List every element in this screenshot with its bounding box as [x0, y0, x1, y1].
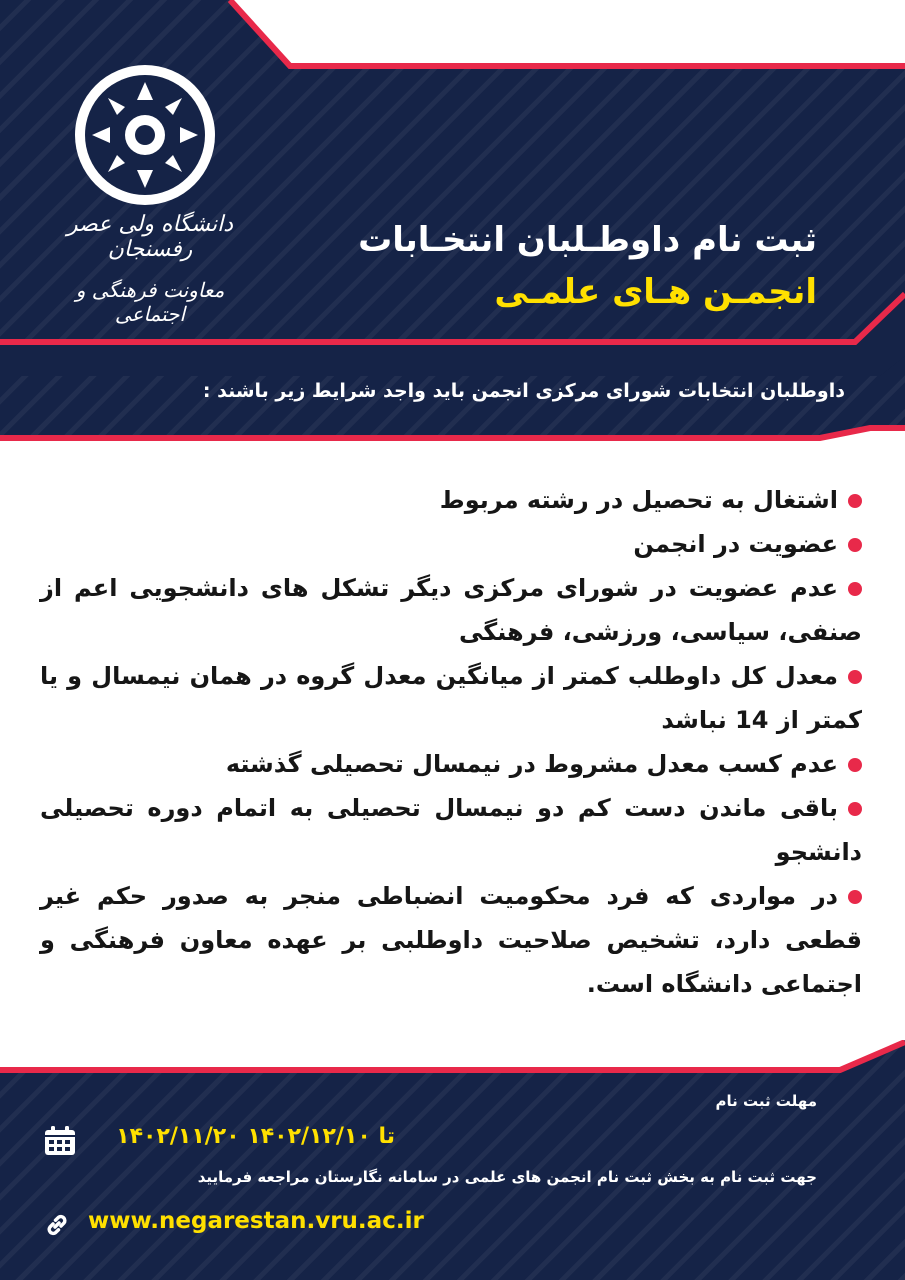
calendar-icon [44, 1126, 76, 1156]
footer-banner [0, 1040, 905, 1280]
condition-text: عدم عضویت در شورای مرکزی دیگر تشکل های دانشجویی اعم از صنفی، سیاسی، ورزشی، فرهنگی [40, 574, 862, 646]
bullet-icon [848, 758, 862, 772]
list-item [40, 478, 862, 522]
header-banner [0, 0, 905, 450]
list-item [40, 654, 862, 742]
footer-decorative-shapes [0, 1040, 905, 1280]
deadline-label: مهلت ثبت نام [715, 1092, 817, 1110]
list-item [40, 786, 862, 874]
bullet-icon [848, 538, 862, 552]
condition-text: اشتغال به تحصیل در رشته مربوط [439, 486, 838, 514]
list-item [40, 742, 862, 786]
list-item [40, 874, 862, 1006]
condition-text: باقی ماندن دست کم دو نیمسال تحصیلی به اتمام دوره تحصیلی دانشجو [40, 794, 862, 866]
list-item [40, 522, 862, 566]
condition-text: در مواردی که فرد محکومیت انضباطی منجر به صدور حکم غیر قطعی دارد، تشخیص صلاحیت داوطلبی بر عهده معاون فرهنگی و اجتماعی دانشگاه است. [40, 882, 862, 998]
conditions-list [40, 478, 862, 1006]
register-note: جهت ثبت نام به بخش ثبت نام انجمن های علمی در سامانه نگارستان مراجعه فرمایید [197, 1168, 817, 1186]
condition-text: عدم کسب معدل مشروط در نیمسال تحصیلی گذشته [225, 750, 838, 778]
link-icon [44, 1212, 70, 1238]
bullet-icon [848, 890, 862, 904]
website-link[interactable]: www.negarestan.vru.ac.ir [88, 1208, 424, 1234]
page-subtitle: انجمـن هـای علمـی [494, 272, 817, 312]
bullet-icon [848, 670, 862, 684]
list-item [40, 566, 862, 654]
date-range: ۱۴۰۲/۱۱/۲۰ تا ۱۴۰۲/۱۲/۱۰ [116, 1124, 395, 1149]
page-title: ثبت نام داوطـلبان انتخـابات [358, 220, 817, 260]
university-name: دانشگاه ولی عصر رفسنجان [66, 212, 234, 262]
department-name: معاونت فرهنگی و اجتماعی [75, 278, 225, 326]
bullet-icon [848, 494, 862, 508]
condition-text: عضویت در انجمن [633, 530, 838, 558]
bullet-icon [848, 802, 862, 816]
university-logo-icon [70, 60, 220, 210]
bullet-icon [848, 582, 862, 596]
intro-text: داوطلبان انتخابات شورای مرکزی انجمن باید واجد شرایط زیر باشند : [202, 380, 845, 402]
condition-text: معدل کل داوطلب کمتر از میانگین معدل گروه در همان نیمسال و یا کمتر از 14 نباشد [40, 662, 862, 734]
